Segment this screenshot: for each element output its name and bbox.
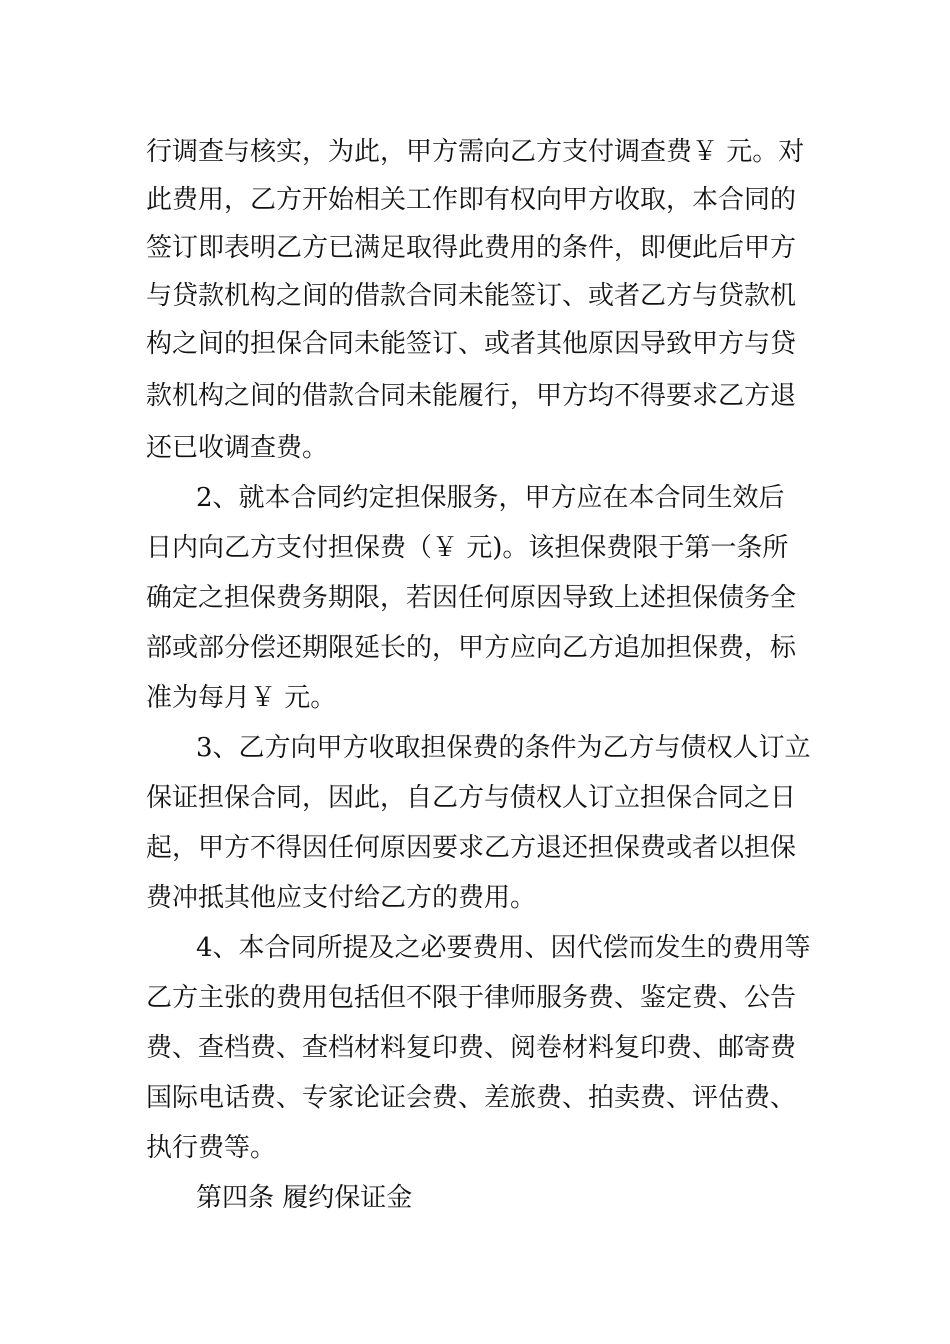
- text-line: 费冲抵其他应支付给乙方的费用。: [146, 883, 537, 913]
- text-line: 执行费等。: [146, 1133, 277, 1163]
- text-line: 构之间的担保合同未能签订、或者其他原因导致甲方与贷: [146, 329, 797, 359]
- text-line: 与贷款机构之间的借款合同未能签订、或者乙方与贷款机: [146, 281, 797, 311]
- text-line: 此费用，乙方开始相关工作即有权向甲方收取，本合同的: [146, 185, 797, 215]
- text-line: 款机构之间的借款合同未能履行，甲方均不得要求乙方退: [146, 381, 797, 411]
- text-line: 确定之担保费务期限，若因任何原因导致上述担保债务全: [146, 583, 797, 613]
- text-line: 起，甲方不得因任何原因要求乙方退还担保费或者以担保: [146, 833, 797, 863]
- text-line: 准为每月￥ 元。: [146, 683, 337, 713]
- text-line: 部或部分偿还期限延长的，甲方应向乙方追加担保费，标: [146, 633, 797, 663]
- text-line: 行调查与核实，为此，甲方需向乙方支付调查费￥ 元。对: [146, 137, 805, 167]
- text-line: 签订即表明乙方已满足取得此费用的条件，即便此后甲方: [146, 233, 797, 263]
- text-line: 国际电话费、专家论证会费、差旅费、拍卖费、评估费、: [146, 1083, 797, 1113]
- paragraph-2-start: 2、就本合同约定担保服务，甲方应在本合同生效后: [196, 483, 785, 513]
- text-line: 保证担保合同，因此，自乙方与债权人订立担保合同之日: [146, 783, 797, 813]
- paragraph-4-start: 4、本合同所提及之必要费用、因代偿而发生的费用等: [196, 933, 811, 963]
- text-line: 日内向乙方支付担保费（￥ 元)。该担保费限于第一条所: [146, 533, 789, 563]
- text-line: 费、查档费、查档材料复印费、阅卷材料复印费、邮寄费: [146, 1033, 797, 1063]
- section-heading: 第四条 履约保证金: [196, 1183, 413, 1213]
- text-line: 乙方主张的费用包括但不限于律师服务费、鉴定费、公告: [146, 983, 797, 1013]
- paragraph-3-start: 3、乙方向甲方收取担保费的条件为乙方与债权人订立: [196, 733, 811, 763]
- text-line: 还已收调查费。: [146, 433, 329, 463]
